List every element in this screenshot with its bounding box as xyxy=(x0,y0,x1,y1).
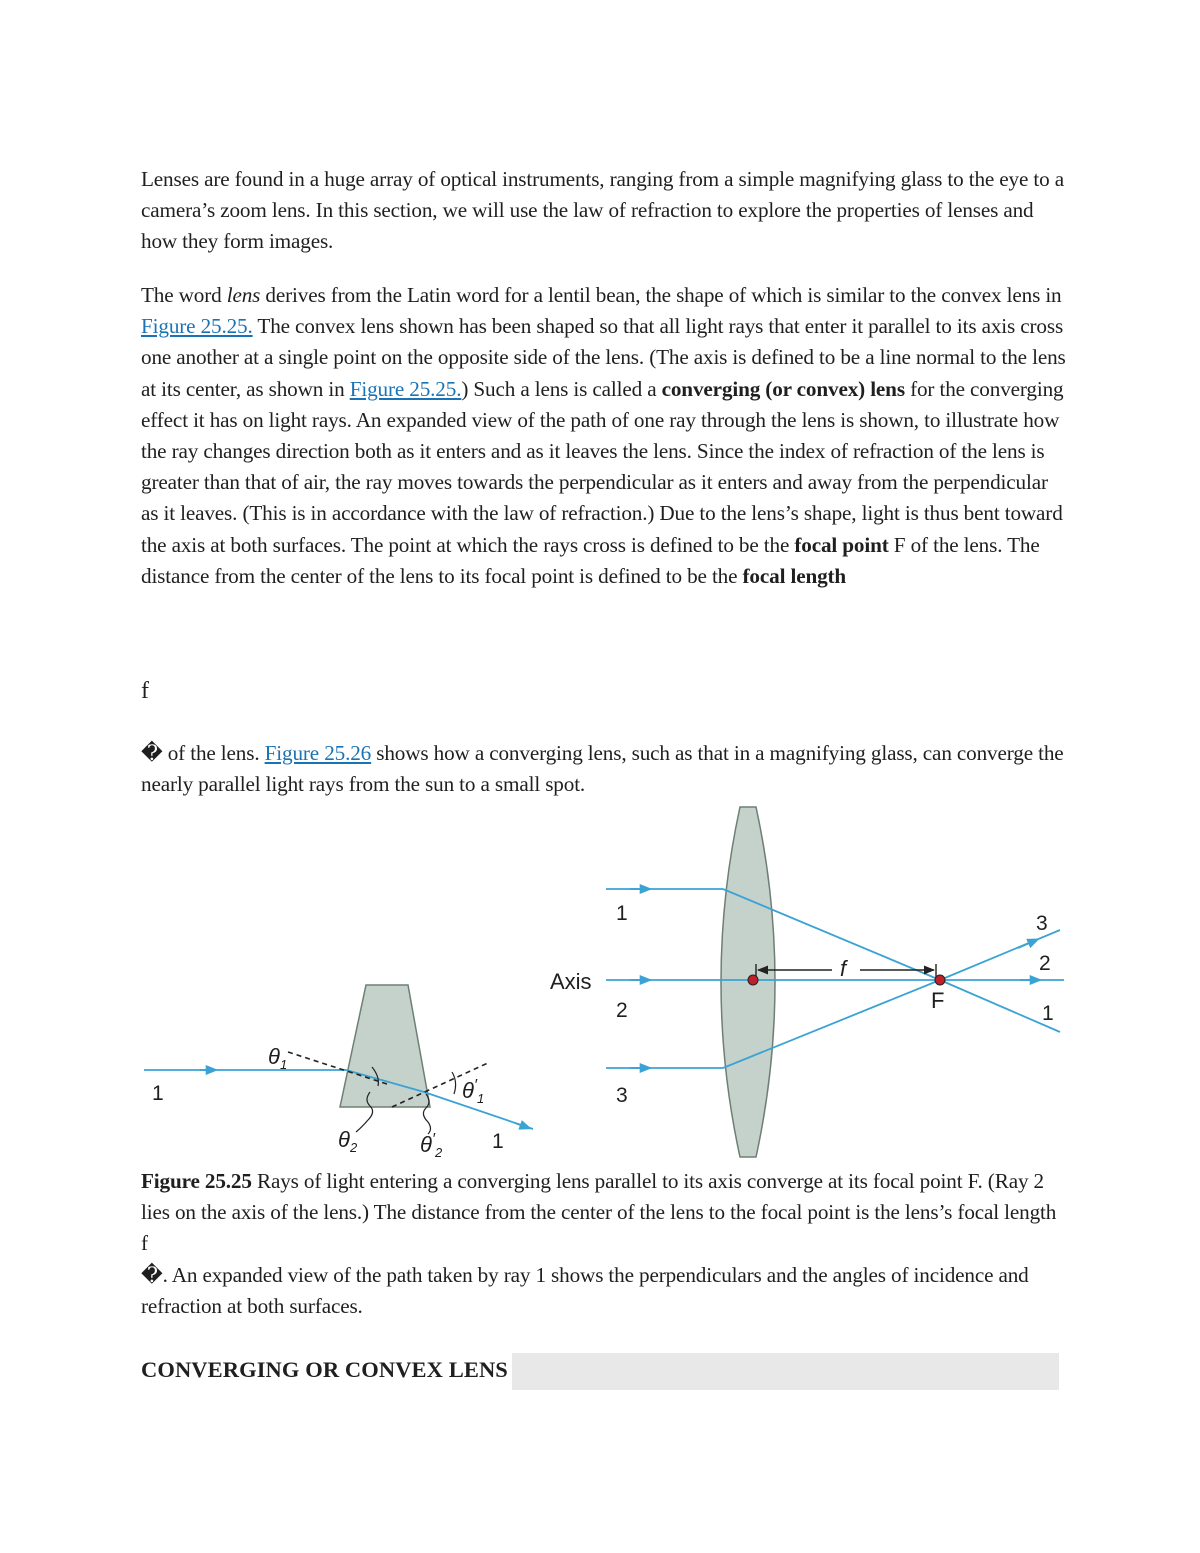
focal-length-label: f xyxy=(840,956,847,981)
theta-1-prime-label: $\theta'_1$ xyxy=(462,1077,485,1106)
figure-25-25 xyxy=(140,802,1064,1162)
caption-figure-label: Figure 25.25 xyxy=(141,1169,252,1193)
ray-1-label-out: 1 xyxy=(1042,1002,1054,1025)
continuation-paragraph: � of the lens. Figure 25.26 shows how a converging lens, such as that in a magnifying glass, can converge the nearly parallel light rays from the sun to a small spot. xyxy=(141,741,1064,797)
theta-1-label: $\theta_1$ xyxy=(268,1044,288,1072)
ray-1-label-exit: 1 xyxy=(492,1130,504,1153)
ray-2-label-in: 2 xyxy=(616,999,628,1022)
lens-center-dot xyxy=(748,975,758,985)
term-converging-lens: converging (or convex) lens xyxy=(661,376,905,401)
focal-point-dot xyxy=(935,975,945,985)
term-focal-length: focal length xyxy=(742,563,847,588)
converging-lens-diagram xyxy=(550,807,1064,1157)
lens-segment xyxy=(340,985,430,1107)
focal-length-symbol: f xyxy=(141,678,149,704)
section-heading-bar xyxy=(141,1353,1059,1390)
focal-point-label: F xyxy=(931,988,945,1013)
figure-link-2[interactable]: Figure 25.25. xyxy=(349,376,462,401)
theta-2-prime-label: $\theta'_2$ xyxy=(420,1131,443,1160)
section-heading: CONVERGING OR CONVEX LENS xyxy=(141,1353,512,1390)
term-focal-point: focal point xyxy=(794,532,889,557)
figure-link-1[interactable]: Figure 25.25. xyxy=(141,314,253,339)
caption-symbol-f: f xyxy=(141,1231,148,1256)
ray-3-label-out: 3 xyxy=(1036,912,1048,935)
ray-1-label-left: 1 xyxy=(152,1082,164,1105)
expanded-view xyxy=(144,985,533,1160)
intro-paragraph: Lenses are found in a huge array of optical instruments, ranging from a simple magnifying glass to the eye to a camera’s zoom lens. In this section, we will use the law of refraction to explore the properties of lenses and how they form images. xyxy=(141,167,1064,254)
theta-2-label: $\theta_2$ xyxy=(338,1127,358,1155)
ray-2-label-out: 2 xyxy=(1039,952,1051,975)
axis-label: Axis xyxy=(550,969,592,994)
ray-3-label-in: 3 xyxy=(616,1084,628,1107)
lens-word: lens xyxy=(226,283,261,307)
figure-caption: Figure 25.25 Rays of light entering a converging lens parallel to its axis converge at its focal point F. (Ray 2 lies on the axis of the lens.) The distance from the center of the lens to the focal point is the lens’s focal length f �. An expanded view of the path taken by ray 1 shows the perpendiculars and the angles of incidence and refraction at both surfaces. xyxy=(141,1166,1066,1322)
ray-1-label-in: 1 xyxy=(616,902,628,925)
figure-link-3[interactable]: Figure 25.26 xyxy=(264,741,372,765)
main-paragraph: The word lens derives from the Latin word for a lentil bean, the shape of which is similar to the convex lens in Figure 25.25. The convex lens shown has been shaped so that all light rays that enter it parallel to its axis cross one another at a single point on the opposite side of the lens. (The axis is defined to be a line normal to the lens at its center, as shown in Figure 25.25.) Such a lens is called a converging (or convex) lens for the converging effect it has on light rays. An expanded view of the path of one ray through the lens is shown, to illustrate how the ray changes direction both as it enters and as it leaves the lens. Since the index of refraction of the lens is greater than that of air, the ray moves towards the perpendicular as it enters and away from the perpendicular as it leaves. (This is in accordance with the law of refraction.) Due to the lens’s shape, light is thus bent toward the axis at both surfaces. The point at which the rays cross is defined to be the focal point F of the lens. The distance from the center of the lens to its focal point is defined to be the focal length xyxy=(141,283,1066,588)
